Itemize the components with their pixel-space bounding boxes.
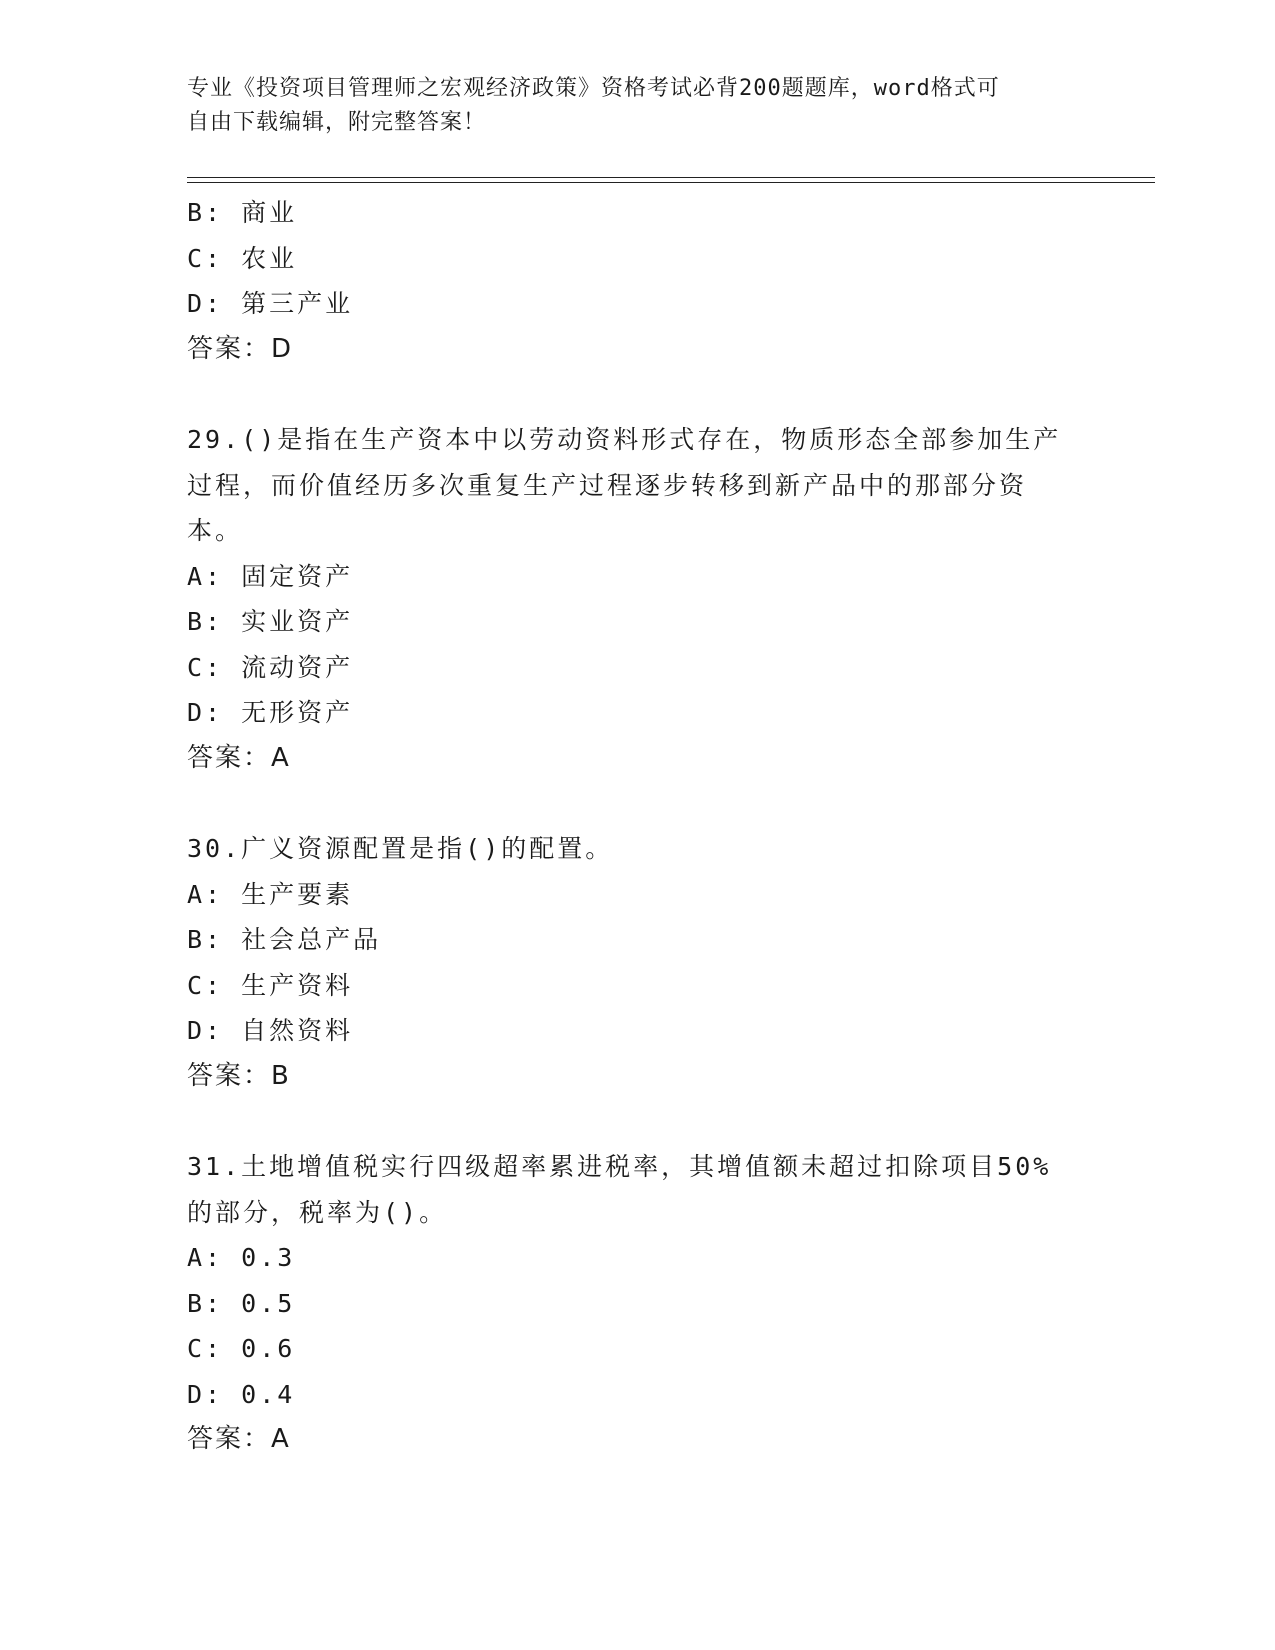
option-d: D: 自然资料 (187, 1016, 354, 1045)
option-b: B: 0.5 (187, 1288, 296, 1318)
question-text: 30.广义资源配置是指()的配置。 (187, 834, 614, 863)
question-block-29 (187, 417, 1087, 781)
option-b: B: 实业资产 (187, 607, 354, 636)
question-text: 31.土地增值税实行四级超率累进税率，其增值额未超过扣除项目50%的部分，税率为()。 (187, 1152, 1052, 1227)
option-d: D: 无形资产 (187, 698, 354, 727)
answer-line: 答案：A (187, 742, 291, 773)
answer-line: 答案：D (187, 333, 294, 364)
document-header (187, 72, 1087, 140)
header-title-line-1: 专业《投资项目管理师之宏观经济政策》资格考试必背200题题库，word格式可 (187, 76, 1000, 101)
option-b: B: 社会总产品 (187, 925, 382, 954)
header-rule-bottom (187, 182, 1155, 183)
option-b: B: 商业 (187, 198, 298, 227)
option-c: C: 农业 (187, 243, 298, 273)
question-block-31 (187, 1144, 1087, 1463)
option-c: C: 生产资料 (187, 970, 354, 1000)
option-a: A: 0.3 (187, 1243, 296, 1272)
header-title-line-2: 自由下载编辑，附完整答案！ (187, 110, 487, 135)
spacer (187, 372, 1087, 417)
header-rule-top (187, 177, 1155, 178)
option-a: A: 固定资产 (187, 561, 354, 591)
question-list (187, 190, 1087, 1463)
option-d: D: 0.4 (187, 1379, 296, 1409)
question-text: 29.()是指在生产资本中以劳动资料形式存在，物质形态全部参加生产过程，而价值经历多次重复生产过程逐步转移到新产品中的那部分资本。 (187, 425, 1062, 545)
question-block-30 (187, 826, 1087, 1099)
option-a: A: 生产要素 (187, 879, 354, 909)
spacer (187, 781, 1087, 826)
answer-line: 答案：B (187, 1060, 291, 1091)
option-c: C: 流动资产 (187, 652, 354, 682)
option-c: C: 0.6 (187, 1334, 296, 1363)
answer-line: 答案：A (187, 1424, 291, 1454)
question-block-partial (187, 190, 1087, 372)
spacer (187, 1099, 1087, 1144)
option-d: D: 第三产业 (187, 289, 354, 318)
